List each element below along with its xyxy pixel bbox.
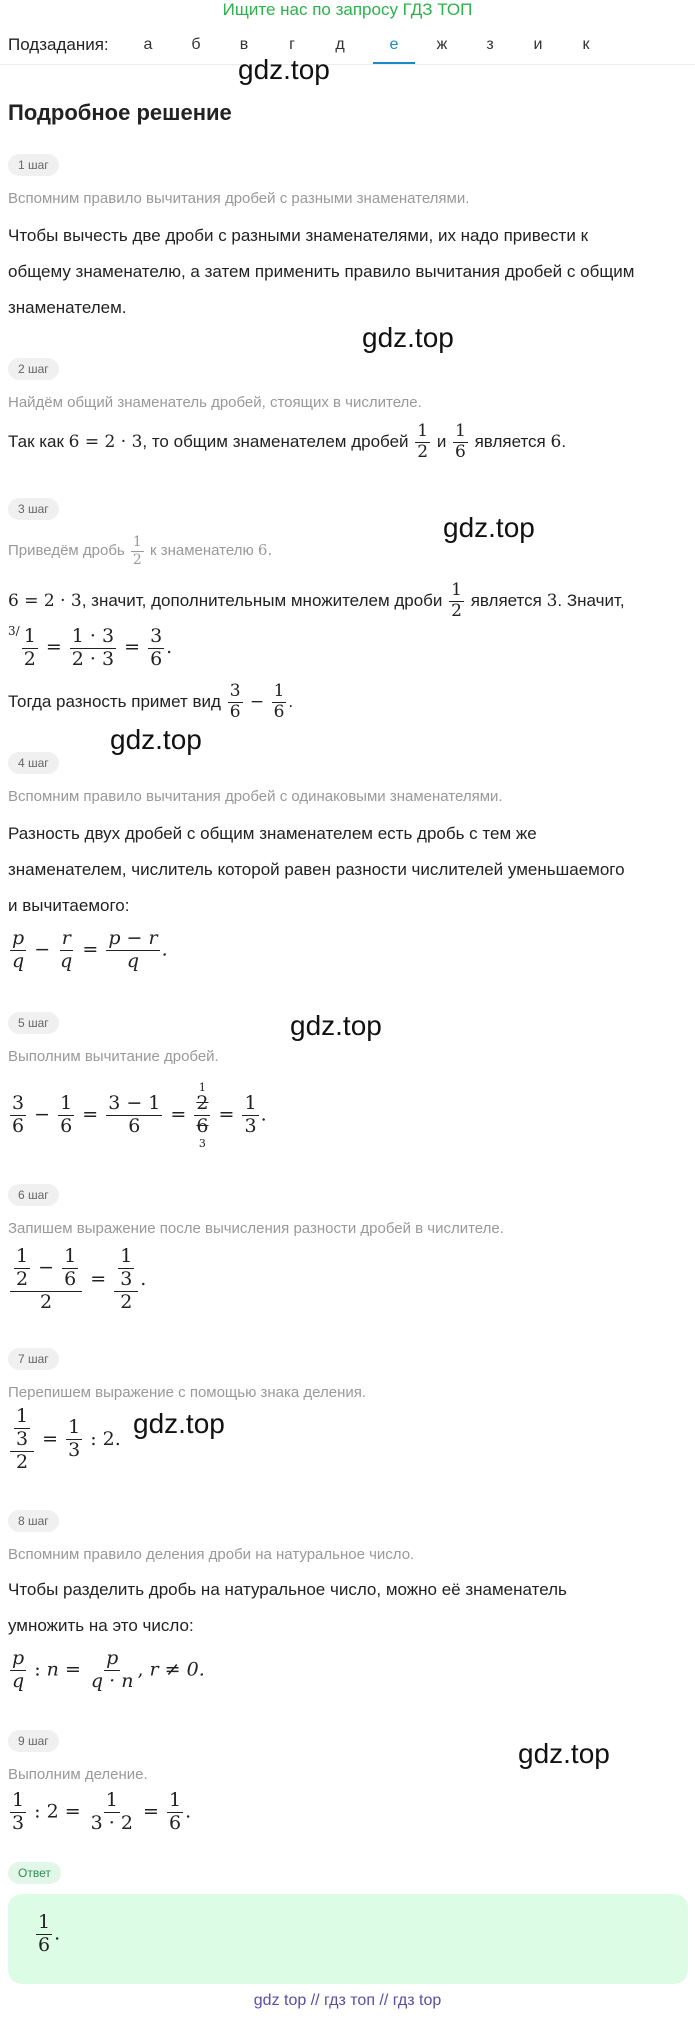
step-badge: 7 шаг — [8, 1348, 59, 1370]
watermark: gdz.top — [238, 54, 330, 85]
subtask-tab-i[interactable]: и — [533, 36, 543, 53]
step-hint: Выполним деление. — [8, 1766, 148, 1783]
step-hint: Вспомним правило вычитания дробей с разными знаменателями. — [8, 190, 470, 207]
subtask-tab-d[interactable]: д — [335, 36, 345, 53]
answer-value: $\frac{1}{6}$ . — [38, 1911, 61, 1956]
step-badge: 2 шаг — [8, 358, 59, 380]
answer-badge: Ответ — [8, 1862, 61, 1884]
answer-box — [8, 1894, 688, 1984]
step-badge: 3 шаг — [8, 498, 59, 520]
step-formula: $\frac{3}{6}$ − $\frac{1}{6}$ = $\frac{3 - 1}{6}$ = 1 $\frac{2}{6}$ 3 = $\frac{1}{3}$ . — [12, 1081, 267, 1150]
step-formula: $\frac{1}{3}$ : 2 = $\frac{1}{3 \cdot 2}$ = $\frac{1}{6}$ . — [12, 1789, 192, 1834]
subtask-tab-k[interactable]: к — [582, 36, 590, 53]
step-badge: 4 шаг — [8, 752, 59, 774]
step-text: Тогда разность примет вид $\frac{3}{6}$ − $\frac{1}{6}$ . — [8, 681, 294, 723]
subtask-tab-z[interactable]: з — [486, 36, 494, 53]
subtask-tab-g[interactable]: г — [289, 36, 295, 53]
watermark: gdz.top — [518, 1738, 610, 1769]
step-badge: 8 шаг — [8, 1510, 59, 1532]
watermark: gdz.top — [443, 512, 535, 543]
step-text: Чтобы вычесть две дроби с разными знаменателями, их надо привести к общему знаменателю, а затем применить правило вычитания дробей с общим знаменателем. — [8, 226, 635, 317]
step-text: Чтобы разделить дробь на натуральное число, можно её знаменатель умножить на это число: — [8, 1580, 567, 1635]
step-formula: $\frac{1}{2}$ − $\frac{1}{6}$ 2 = $\frac{\frac{1}{3}}{2}$ . — [8, 1246, 146, 1314]
nav-divider — [0, 64, 695, 65]
step-hint: Вспомним правило деления дроби на натуральное число. — [8, 1546, 415, 1563]
step-badge: 1 шаг — [8, 154, 59, 176]
step-hint: Выполним вычитание дробей. — [8, 1048, 219, 1065]
step-formula: $^{3/}$ $\frac{1}{2}$ = $\frac{1 \cdot 3}{2 \cdot 3}$ = $\frac{3}{6}$ . — [8, 624, 173, 670]
subtask-tab-a[interactable]: а — [143, 36, 153, 53]
step-hint: Приведём дробь $\frac{1}{2}$ к знаменателю 6. — [8, 534, 273, 568]
search-banner: Ищите нас по запросу ГДЗ ТОП — [222, 0, 473, 19]
watermark: gdz.top — [133, 1408, 225, 1439]
step-formula: $\frac{\frac{1}{3}}{2}$ = $\frac{1}{3}$ : 2. — [8, 1406, 121, 1474]
step-formula: $\frac{p}{q}$ − $\frac{r}{q}$ = $\frac{p - r}{q}$ . — [12, 927, 168, 972]
subtask-tab-b[interactable]: б — [191, 36, 201, 53]
subtask-tab-e[interactable]: е — [389, 36, 399, 53]
step-text: Так как 6 = 2 · 3, то общим знаменателем дробей $\frac{1}{2}$ и $\frac{1}{6}$ является 6. — [8, 421, 567, 463]
step-text: Разность двух дробей с общим знаменателем есть дробь с тем же знаменателем, числитель которой равен разности числителей уменьшаемого и вычитаемого: — [8, 824, 625, 915]
watermark: gdz.top — [110, 724, 202, 755]
step-hint: Вспомним правило вычитания дробей с одинаковыми знаменателями. — [8, 788, 503, 805]
subtask-tab-zh[interactable]: ж — [436, 36, 448, 53]
step-hint: Запишем выражение после вычисления разности дробей в числителе. — [8, 1220, 504, 1237]
watermark: gdz.top — [362, 322, 454, 353]
step-hint: Перепишем выражение с помощью знака деления. — [8, 1384, 367, 1401]
watermark: gdz.top — [290, 1010, 382, 1041]
step-text: 6 = 2 · 3, значит, дополнительным множителем дроби $\frac{1}{2}$ является 3. Значит, — [8, 580, 625, 622]
step-badge: 9 шаг — [8, 1730, 59, 1752]
subtask-tab-v[interactable]: в — [239, 36, 249, 53]
step-badge: 5 шаг — [8, 1012, 59, 1034]
footer-links[interactable]: gdz top // гдз топ // гдз top — [253, 1992, 442, 2009]
subtasks-label: Подзадания: — [8, 35, 109, 54]
page-title: Подробное решение — [8, 100, 232, 125]
step-formula: $\frac{p}{q}$ : n = $\frac{p}{q \cdot n}$ , r ≠ 0. — [12, 1647, 205, 1692]
step-badge: 6 шаг — [8, 1184, 59, 1206]
step-hint: Найдём общий знаменатель дробей, стоящих в числителе. — [8, 394, 422, 411]
